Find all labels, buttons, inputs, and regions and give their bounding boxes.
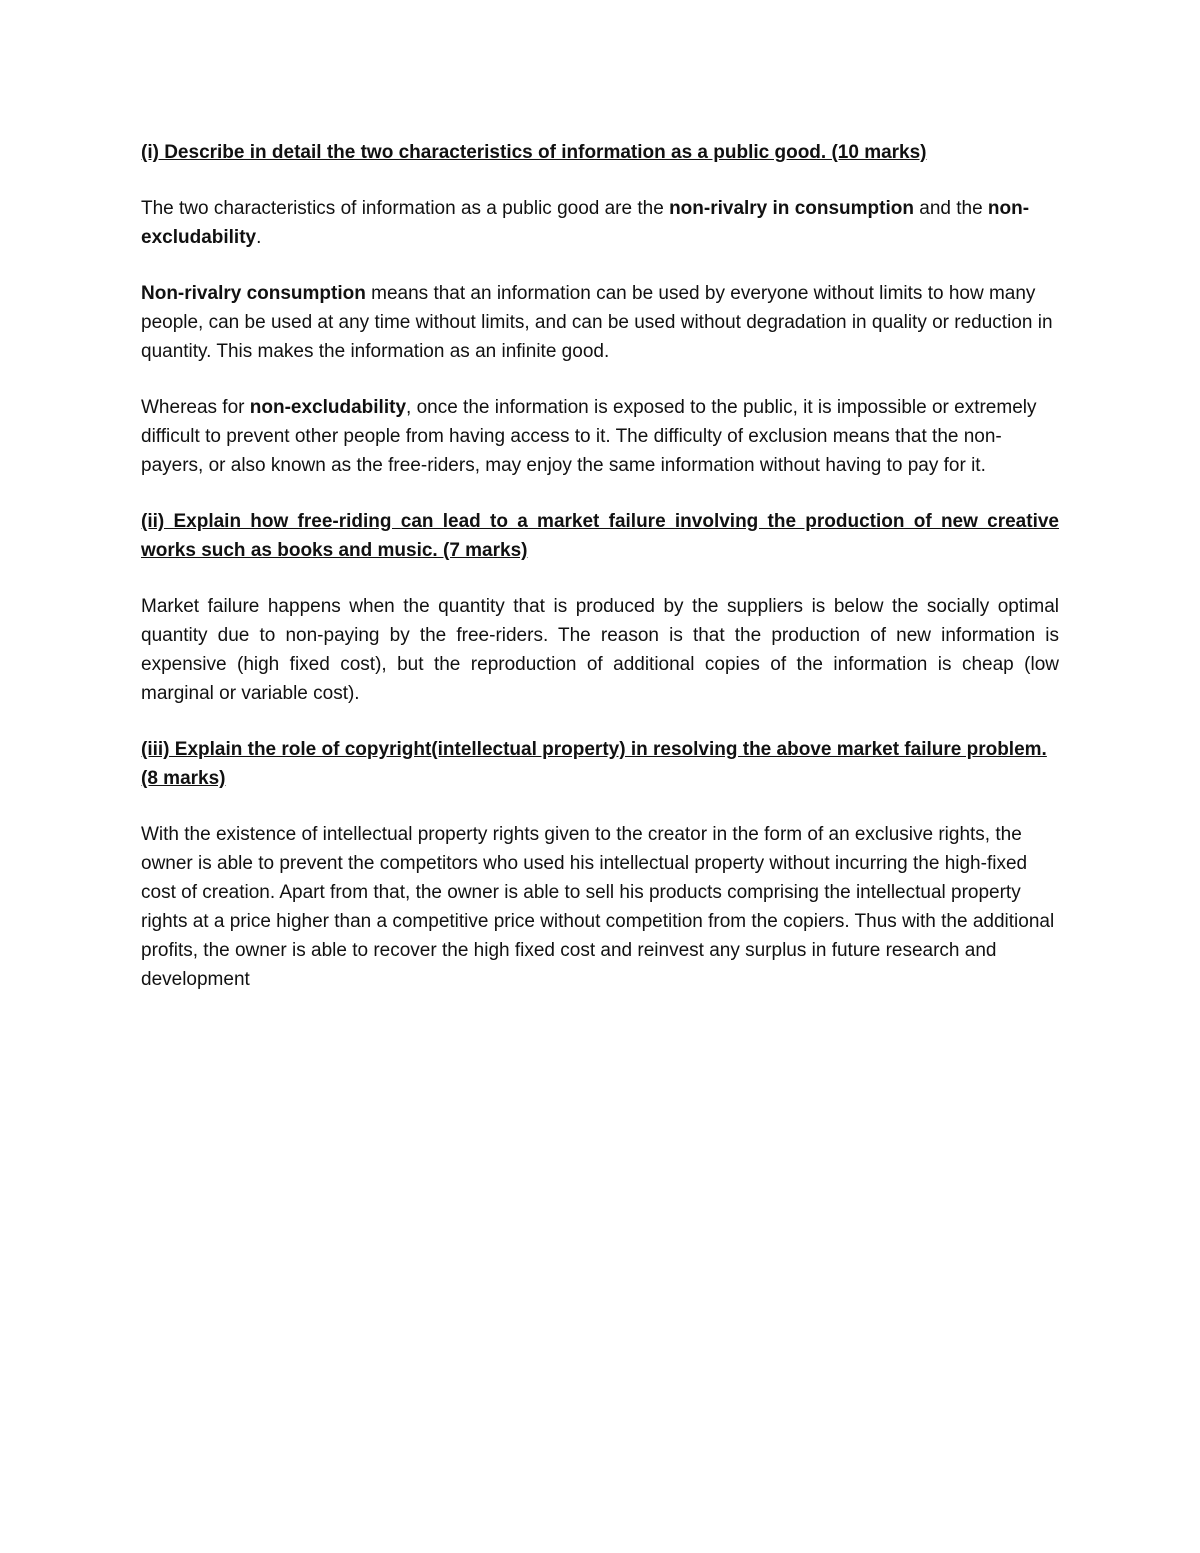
question-3-heading: (iii) Explain the role of copyright(intellectual property) in resolving the above market failure problem. (8 marks): [141, 739, 1047, 789]
intro-text-pre: The two characteristics of information as a public good are the: [141, 198, 670, 219]
intro-text-mid: and the: [913, 198, 988, 219]
question-3-answer: With the existence of intellectual property rights given to the creator in the form of an exclusive rights, the owner is able to prevent the competitors who used his intellectual property without incurring the high-fixed cost of creation. Apart from that, the owner is able to sell his products comprising the intellectual property rights at a price higher than a competitive price without competition from the copiers. Thus with the additional profits, the owner is able to recover the high fixed cost and reinvest any surplus in future research and development: [141, 824, 1055, 990]
non-excludability-pre: Whereas for: [141, 397, 250, 418]
non-rivalry-term: Non-rivalry consumption: [141, 283, 366, 304]
question-1-intro: [141, 194, 1059, 252]
question-2-heading: (ii) Explain how free-riding can lead to a market failure involving the production of new creative works such as books and music. (7 marks): [141, 511, 1059, 561]
non-rivalry-text: means that an information can be used by everyone without limits to how many people, can be used at any time without limits, and can be used without degradation in quality or reduction in quantity. This makes the information as an infinite good.: [141, 283, 1053, 362]
non-excludability-term: non-excludability: [249, 397, 407, 418]
term-non-excludability: non-excludability: [141, 198, 1030, 248]
non-excludability-text: , once the information is exposed to the public, it is impossible or extremely difficult to prevent other people from having access to it. The difficulty of exclusion means that the non-payers, or also known as the free-riders, may enjoy the same information without having to pay for it.: [141, 397, 1037, 476]
document-page: [141, 138, 1059, 1021]
term-non-rivalry: non-rivalry in consumption: [669, 198, 914, 219]
non-rivalry-paragraph: [141, 279, 1059, 366]
intro-text-post: .: [256, 227, 262, 248]
non-excludability-paragraph: [141, 393, 1059, 480]
question-2-answer: Market failure happens when the quantity that is produced by the suppliers is below the socially optimal quantity due to non-paying by the free-riders. The reason is that the production of new information is expensive (high fixed cost), but the reproduction of additional copies of the information is cheap (low marginal or variable cost).: [141, 596, 1059, 704]
question-1-heading: (i) Describe in detail the two characteristics of information as a public good. (10 marks): [141, 142, 927, 163]
